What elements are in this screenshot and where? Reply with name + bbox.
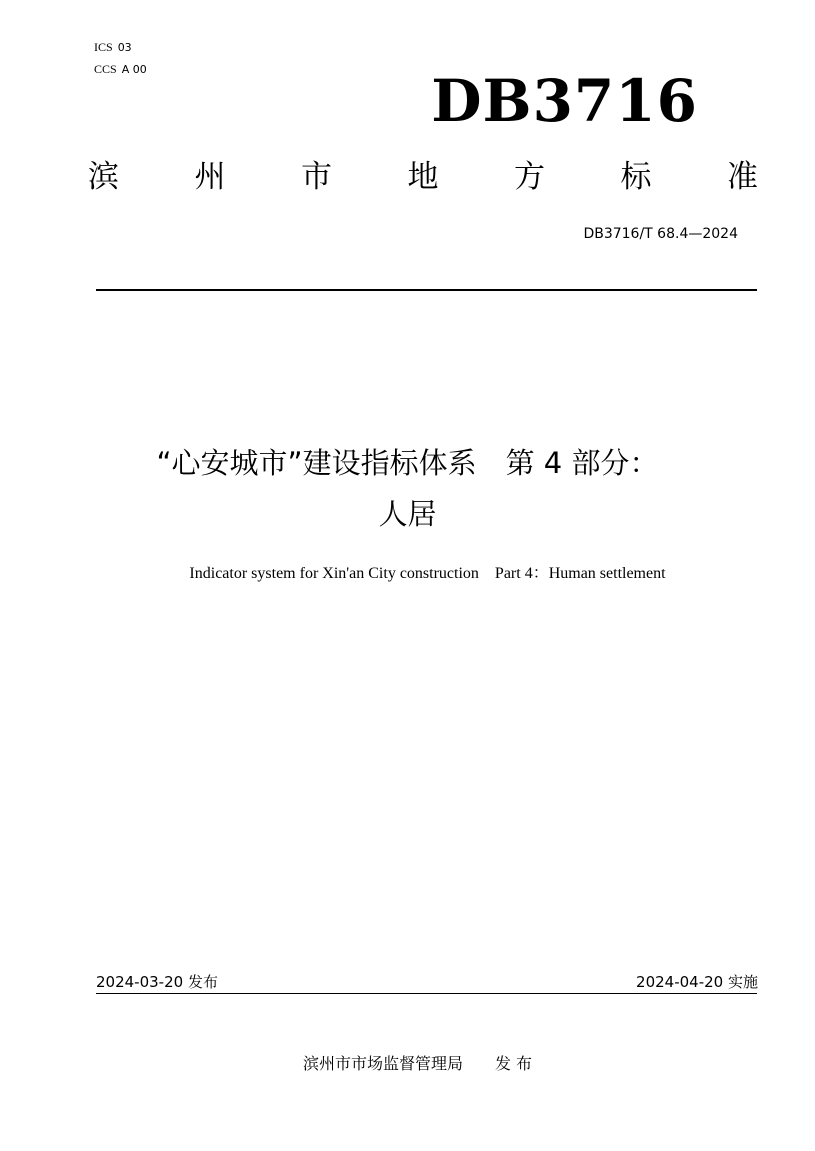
ccs-code: A 00	[121, 63, 147, 76]
ics-label: ICS	[94, 40, 113, 54]
ics-code: 03	[117, 41, 132, 54]
standard-type-char: 市	[301, 159, 332, 195]
standard-type-heading	[88, 152, 758, 202]
standard-type-char: 方	[514, 159, 545, 195]
ccs-label: CCS	[94, 62, 117, 76]
standard-number: DB3716/T 68.4—2024	[583, 226, 738, 242]
standard-type-char: 标	[620, 159, 652, 195]
english-title: Indicator system for Xin'an City construction Part 4：Human settlement	[189, 565, 666, 582]
bottom-divider	[96, 993, 757, 994]
issuing-authority: 滨州市市场监督管理局 发 布	[302, 1054, 533, 1073]
db-logo: DB3716	[431, 67, 698, 135]
implementation-date: 2024-04-20 实施	[636, 973, 758, 991]
title-line-2: 人居	[378, 497, 437, 531]
standard-type-char: 滨	[88, 159, 119, 195]
ccs-classification	[94, 62, 147, 77]
standard-type-char: 州	[194, 159, 226, 195]
ics-classification	[94, 40, 132, 55]
standard-type-char: 准	[727, 159, 758, 195]
top-divider	[96, 289, 757, 291]
standard-type-char: 地	[407, 159, 439, 195]
issue-date: 2024-03-20 发布	[96, 973, 218, 991]
title-line-1: “心安城市”建设指标体系 第 4 部分：	[156, 446, 659, 480]
